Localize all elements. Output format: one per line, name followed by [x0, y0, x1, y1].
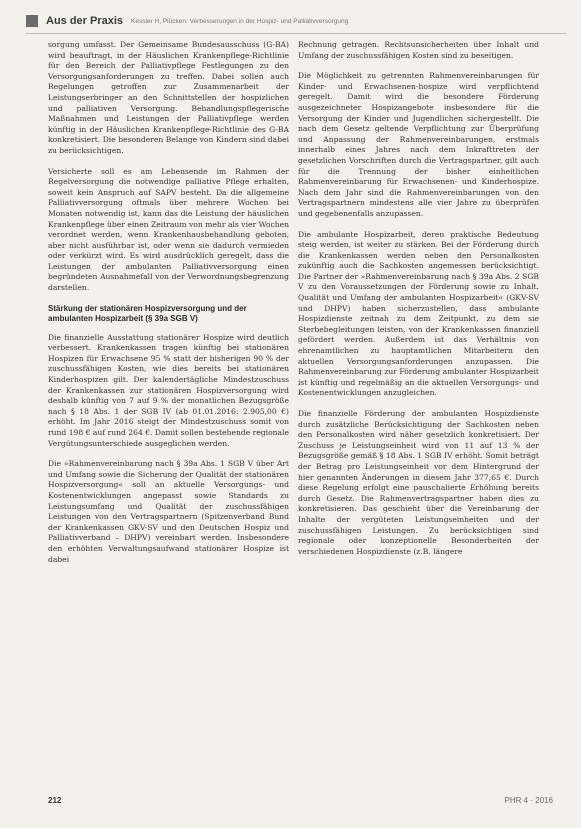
page-footer	[48, 796, 553, 810]
paragraph: Die finanzielle Ausstattung stationärer Hospize wird deutlich verbessert. Krankenkassen tragen künftig bei stationären Hospizen für Erwachsene 95 % statt der bisherigen 90 % der zuschussfähigen Kosten, wie dies bereits bei stationären Kinderhospizen gilt. Der kalendertägliche Mindestzuschuss der Krankenkassen zur stationären Hospizversorgung wird deshalb künftig von 7 auf 9 % der monatlichen Bezugsgröße nach § 18 Abs. 1 der SGB IV (ab 01.01.2016: 2.905,00 €) erhöht. Im Jahr 2016 steigt der Mindestzuschuss somit von rund 198 € auf rund 264 €. Damit sollen bestehende regionale Vergütungsunterschiede ausgeglichen werden.	[48, 332, 289, 448]
journal-citation: PHR 4 · 2016	[504, 796, 553, 805]
paragraph: sorgung umfasst. Der Gemeinsame Bundesausschuss (G-BA) wird beauftragt, in der Häuslichen Krankenpflege-Richtlinie für den Bereich der Palliativpflege Festlegungen zu den Versorgungsanforderungen zu treffen. Dabei sollen auch Regelungen getroffen zur Zusammenarbeit der Leistungserbringer an den Schnittstellen der hospizlichen und palliativen Versorgung. Behandlungspflegerische Maßnahmen und Leistungen der Palliativpflege werden künftig in der Häuslichen Krankenpflege-Richtlinie des G-BA konkretisiert. Die besonderen Belange von Kindern sind dabei zu berücksichtigen.	[48, 40, 289, 155]
header-divider	[26, 33, 566, 34]
paragraph: Die ambulante Hospizarbeit, deren praktische Bedeutung steig werden, ist weiter zu stärken. Bei der Förderung durch die Krankenkassen werden neben den Personalkosten zukünftig auch die Sachkosten angemessen berücksichtigt. Die Partner der »Rahmenvereinbarung nach § 39a Abs. 2 SGB V zu den Voraussetzungen der Förderung sowie zu Inhalt, Qualität und Umfang der ambulanten Hospizarbeit« (GKV-SV und DHPV) haben sicherzustellen, dass ambulante Hospizdienste zeitnah zu dem Zeitpunkt, zu dem sie Sterbebegleitungen leisten, von der Krankenkassen finanziell gefördert werden. Außerdem ist das Verhältnis von ehrenamtlichen zu hauptamtlichen Mitarbeitern den aktuellen Versorgungsanforderungen anzupassen. Die Rahmenvereinbarung zur Förderung ambulanter Hospizarbeit ist künftig und regelmäßig an die aktuellen Versorgungs- und Kostenentwicklungen anzugleichen.	[298, 229, 539, 398]
paragraph: Die finanzielle Förderung der ambulanten Hospizdienste durch zusätzliche Berücksichtigung der Sachkosten neben den Personalkosten wird näher gesetzlich konkretisiert. Der Zuschuss je Leistungseinheit wird von 11 auf 13 % der Bezugsgröße gemäß § 18 Abs. 1 SGB IV erhöht. Somit beträgt der Betrag pro Leistungseinheit vor dem Hintergrund der hier genannten Änderungen in diesem Jahr 377,65 €. Durch diese Regelung erfolgt eine pauschalierte Erhöhung bereits durch Gesetz. Die Rahmenvertragspartner haben dies zu konkretisieren. Das geschieht über die Vereinbarung der Inhalte der vergüteten Leistungseinheiten und der zuschussfähigen Leistungen. Zu berücksichtigen sind regionale oder konzeptionelle Besonderheiten der verschiedenen Hospizdienste (z.B. längere	[298, 409, 539, 556]
section-title: Aus der Praxis	[46, 15, 124, 27]
left-text-column	[48, 40, 289, 575]
header-subtitle: Kessler H, Plücken: Verbesserungen in der Hospiz- und Palliativversorgung	[131, 17, 349, 25]
right-text-column	[298, 40, 539, 567]
section-heading: Stärkung der stationären Hospizversorgung und der ambulanten Hospizarbeit (§ 39a SGB V)	[48, 303, 247, 324]
paragraph: Rechnung getragen. Rechtsunsicherheiten über Inhalt und Umfang der zuschussfähigen Kosten sind zu beseitigen.	[298, 40, 539, 60]
section-marker-square	[26, 15, 38, 27]
paragraph: Die »Rahmenvereinbarung nach § 39a Abs. 1 SGB V über Art und Umfang sowie die Sicherung der Qualität der stationären Hospizversorgung« soll an aktuelle Versorgungs- und Kostenentwicklungen angepasst sowie Standards zu Leistungsumfang und Qualität der zuschussfähigen Leistungen von den Vertragspartnern (Spitzenverband Bund der Krankenkassen GKV-SV und den Deutschen Hospiz und Palliativverband – DHPV) vereinbart werden. Insbesondere den erhöhten Verwaltungsaufwand stationärer Hospize ist dabei	[48, 459, 289, 564]
running-header	[26, 12, 566, 30]
page-number: 212	[48, 796, 62, 805]
paragraph: Die Möglichkeit zu getrennten Rahmenvereinbarungen für Kinder- und Erwachsenen-hospize wird verpflichtend geregelt. Damit wird die besondere Förderung ausgezeichneter Hospizangebote insbesondere für die Versorgung der Kinder und Jugendlichen sichergestellt. Die nach dem Gesetz geltende Verpflichtung zur Überprüfung und Anpassung der Rahmenvereinbarungen, erstmals innerhalb eines Jahres nach dem Inkrafttreten der gesetzlichen Vorschriften durch die Vertragspartner, gilt auch für die Trennung der bisher einheitlichen Rahmenvereinbarung für Erwachsenen- und Kinderhospize. Nach dem Jahr sind die Rahmenvereinbarungen von den Vertragspartnern mindestens alle vier Jahre zu überprüfen und gegebenenfalls anzupassen.	[298, 71, 539, 218]
paragraph: Versicherte soll es am Lebensende im Rahmen der Regelversorgung die notwendige palliative Pflege erhalten, soweit kein Anspruch auf SAPV besteht. Da die allgemeine Palliativversorgung oftmals über mehrere Wochen bei Monaten notwendig ist, kann das die Leistung der häuslichen Krankenpflege über einen Zeitraum von mehr als vier Wochen verordnet werden, wenn Krankenhausbehandlung geboten, aber nicht ausführbar ist, oder wenn sie dadurch vermieden oder verkürzt wird. Es wird ausdrücklich geregelt, dass die Leistungen der ambulanten Palliativversorgung einen begründeten Ausnahmefall von der Verwordnungsbegrenzung darstellen.	[48, 166, 289, 293]
